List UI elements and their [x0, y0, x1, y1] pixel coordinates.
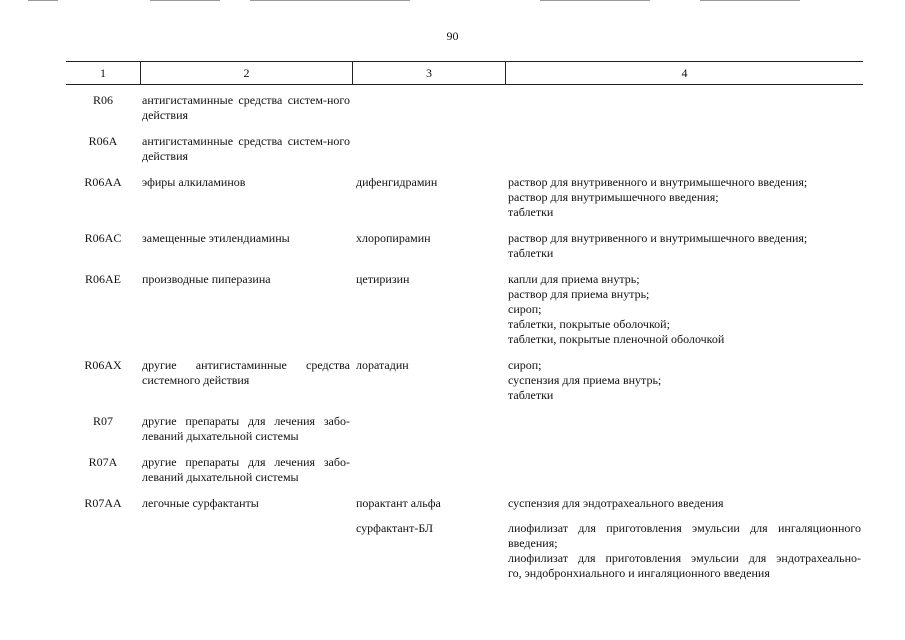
scan-artifact-rule [150, 0, 220, 1]
table-header [66, 61, 863, 85]
atc-code: R06AA [84, 175, 122, 189]
dosage-form-line: суспензия для эндотрахеального введения [508, 496, 724, 510]
dosage-form-line: раствор для внутривенного и внутримышечного введения; [508, 175, 808, 189]
dosage-forms [508, 175, 861, 220]
group-name: производные пиперазина [142, 272, 271, 286]
group-name: антигистаминные средства систем-ного действия [142, 93, 350, 122]
dosage-forms [508, 358, 861, 403]
drug-name: порактант альфа [356, 496, 441, 510]
dosage-form-line: раствор для внутримышечного введения; [508, 190, 719, 204]
dosage-form-line: раствор для внутривенного и внутримышечного введения; [508, 231, 808, 245]
group-name: другие препараты для лечения забо-леваний дыхательной системы [142, 455, 350, 484]
header-col-4: 4 [505, 62, 863, 84]
dosage-form-line: таблетки [508, 246, 554, 260]
group-name: эфиры алкиламинов [142, 175, 246, 189]
drug-name: сурфактант-БЛ [356, 521, 434, 535]
group-name: антигистаминные средства систем-ного действия [142, 134, 350, 163]
dosage-form-line: суспензия для приема внутрь; [508, 373, 662, 387]
group-name: легочные сурфактанты [142, 496, 259, 510]
drug-name: цетиризин [356, 272, 410, 286]
dosage-form-line: введения; [508, 536, 558, 550]
dosage-form-line: сироп; [508, 302, 542, 316]
atc-code: R06 [92, 93, 113, 107]
dosage-form-line: капли для приема внутрь; [508, 272, 640, 286]
dosage-forms [508, 496, 861, 511]
header-col-3: 3 [352, 62, 505, 84]
dosage-form-line: го, эндобронхиального и ингаляционного введения [508, 566, 770, 580]
dosage-form-line: таблетки, покрытые оболочкой; [508, 317, 670, 331]
dosage-form-line: лиофилизат для приготовления эмульсии для эндотрахеально- [508, 551, 861, 565]
dosage-form-line: таблетки [508, 205, 554, 219]
drug-name: лоратадин [356, 358, 409, 372]
atc-code: R06AC [84, 231, 122, 245]
header-col-2: 2 [140, 62, 352, 84]
dosage-forms [508, 272, 861, 347]
atc-code: R07 [92, 414, 113, 428]
atc-code: R07A [88, 455, 118, 469]
group-name: замещенные этилендиамины [142, 231, 290, 245]
dosage-form-line: сироп; [508, 358, 542, 372]
page-number: 90 [446, 29, 459, 43]
dosage-forms [508, 521, 861, 581]
scan-artifact-rule [250, 0, 410, 1]
drug-name: дифенгидрамин [356, 175, 438, 189]
dosage-form-line: лиофилизат для приготовления эмульсии для ингаляционного [508, 521, 861, 535]
scan-artifact-rule [700, 0, 800, 1]
header-col-1: 1 [100, 65, 106, 80]
dosage-form-line: таблетки [508, 388, 554, 402]
dosage-form-line: раствор для приема внутрь; [508, 287, 650, 301]
scan-artifact-rule [28, 0, 58, 1]
group-name: другие препараты для лечения забо-леваний дыхательной системы [142, 414, 350, 443]
scan-artifact-rule [540, 0, 650, 1]
drug-name: хлоропирамин [356, 231, 431, 245]
atc-code: R06A [88, 134, 118, 148]
atc-code: R07AA [84, 496, 122, 510]
group-name: другие антигистаминные средства системного действия [142, 358, 350, 387]
atc-code: R06AX [84, 358, 122, 372]
dosage-form-line: таблетки, покрытые пленочной оболочкой [508, 332, 725, 346]
dosage-forms [508, 231, 861, 261]
atc-code: R06AE [85, 272, 121, 286]
